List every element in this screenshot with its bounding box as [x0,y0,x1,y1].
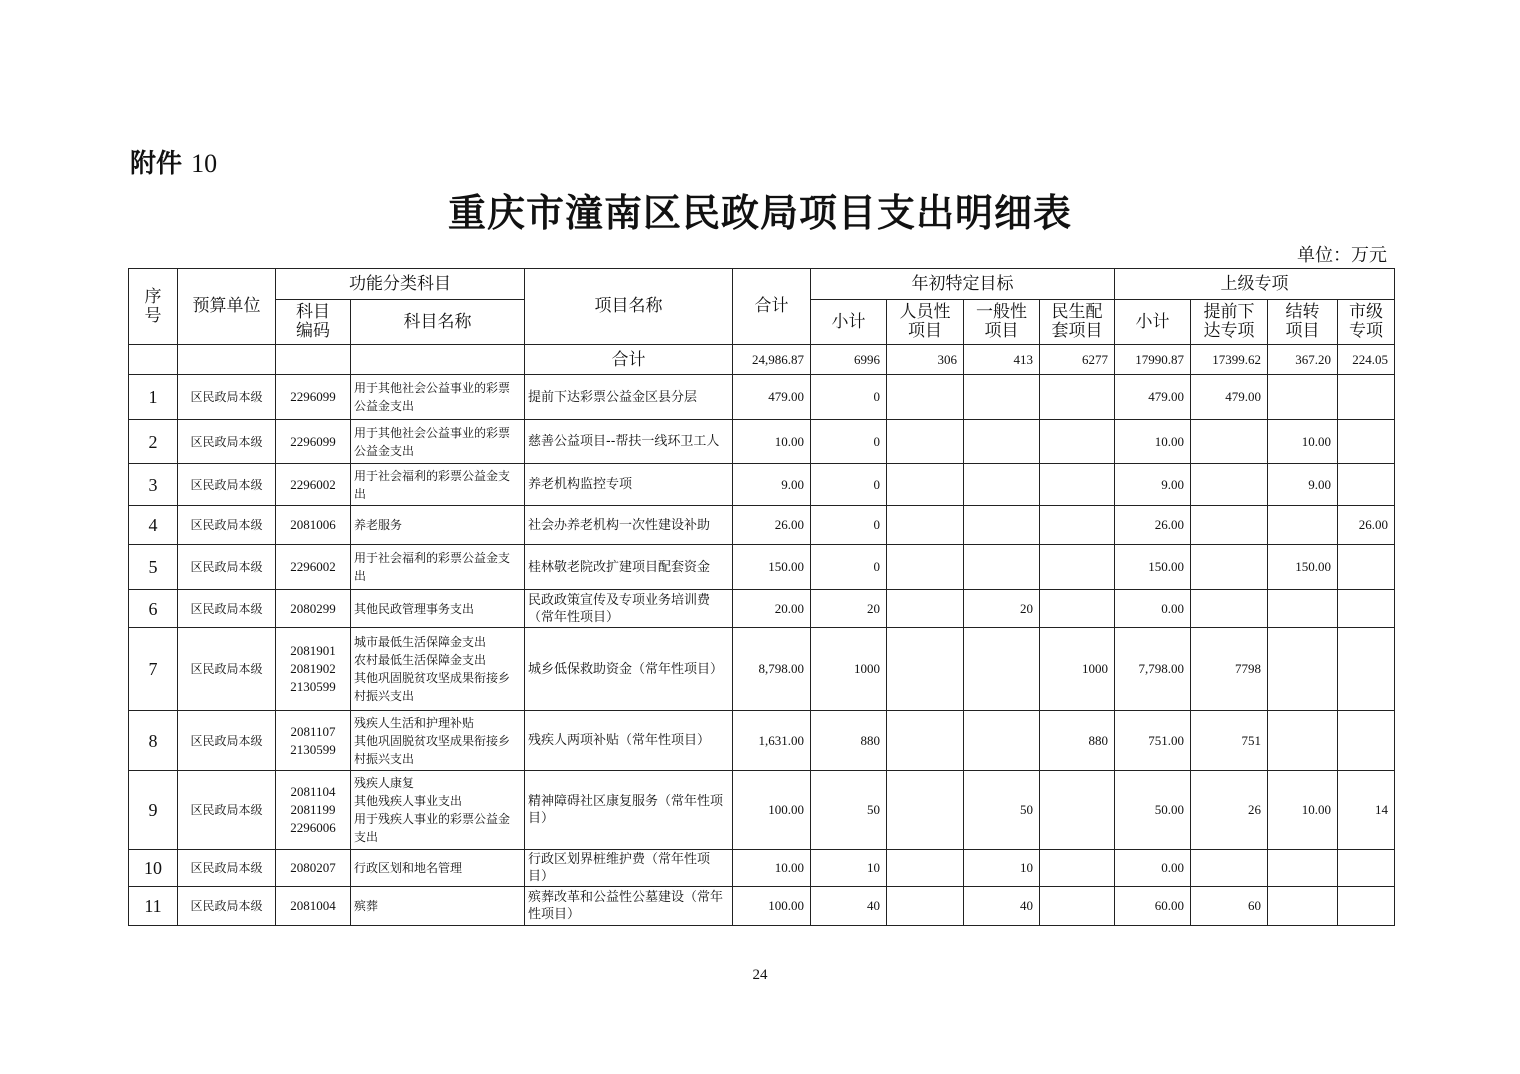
row-seq: 5 [129,545,178,590]
row-subject-code: 2080207 [276,850,351,887]
row-subtotal: 0 [811,375,887,420]
table-row [129,711,1395,771]
row-general: 40 [964,887,1040,926]
row-budget-unit: 区民政局本级 [178,506,276,545]
row-subtotal: 0 [811,420,887,464]
total-row-label: 合计 [525,345,733,375]
row-advance [1191,420,1268,464]
row-subtotal: 50 [811,771,887,850]
row-carryover [1268,850,1338,887]
row-subtotal: 0 [811,506,887,545]
row-subject-code: 2296002 [276,545,351,590]
row-city [1338,545,1395,590]
row-subject-name: 残疾人康复 其他残疾人事业支出 用于残疾人事业的彩票公益金支出 [351,771,525,850]
header-superior-subtotal: 小计 [1115,300,1191,345]
header-livelihood: 民生配套项目 [1040,300,1115,345]
row-subtotal: 1000 [811,628,887,711]
row-total: 26.00 [733,506,811,545]
row-superior-subtotal: 10.00 [1115,420,1191,464]
row-livelihood [1040,590,1115,628]
total-row-superior-subtotal: 17990.87 [1115,345,1191,375]
header-func-class: 功能分类科目 [276,269,525,300]
table-row [129,464,1395,506]
page-title: 重庆市潼南区民政局项目支出明细表 [447,191,1072,235]
total-row [129,345,1395,375]
row-project-name: 行政区划界桩维护费（常年性项目） [525,850,733,887]
attachment-label: 附件 10 [130,149,218,179]
row-city [1338,420,1395,464]
row-budget-unit: 区民政局本级 [178,850,276,887]
row-general [964,420,1040,464]
row-general [964,628,1040,711]
row-general [964,464,1040,506]
row-advance: 7798 [1191,628,1268,711]
row-carryover [1268,506,1338,545]
row-subtotal: 10 [811,850,887,887]
row-livelihood [1040,375,1115,420]
row-budget-unit: 区民政局本级 [178,464,276,506]
row-total: 20.00 [733,590,811,628]
row-total: 100.00 [733,771,811,850]
row-advance: 60 [1191,887,1268,926]
row-budget-unit: 区民政局本级 [178,771,276,850]
row-budget-unit: 区民政局本级 [178,887,276,926]
header-personnel: 人员性项目 [887,300,964,345]
attachment-number: 10 [191,149,218,178]
row-personnel [887,887,964,926]
row-project-name: 提前下达彩票公益金区县分层 [525,375,733,420]
row-city: 14 [1338,771,1395,850]
table-row [129,771,1395,850]
header-city: 市级专项 [1338,300,1395,345]
row-project-name: 桂林敬老院改扩建项目配套资金 [525,545,733,590]
row-seq: 10 [129,850,178,887]
row-seq: 7 [129,628,178,711]
row-superior-subtotal: 26.00 [1115,506,1191,545]
row-subject-code: 2296099 [276,420,351,464]
row-city [1338,628,1395,711]
header-subject-name: 科目名称 [351,300,525,345]
header-total: 合计 [733,269,811,345]
row-livelihood [1040,545,1115,590]
row-carryover: 10.00 [1268,771,1338,850]
header-seq: 序号 [129,269,178,345]
table-row [129,850,1395,887]
row-seq: 2 [129,420,178,464]
row-general [964,375,1040,420]
table-row [129,545,1395,590]
row-carryover [1268,590,1338,628]
row-seq: 3 [129,464,178,506]
row-subject-name: 殡葬 [351,887,525,926]
header-subtotal: 小计 [811,300,887,345]
table-row [129,590,1395,628]
table-row [129,375,1395,420]
row-personnel [887,771,964,850]
row-personnel [887,420,964,464]
row-budget-unit: 区民政局本级 [178,375,276,420]
row-advance [1191,850,1268,887]
row-total: 8,798.00 [733,628,811,711]
total-row-cell [351,345,525,375]
row-superior-subtotal: 150.00 [1115,545,1191,590]
total-row-cell [178,345,276,375]
header-general: 一般性项目 [964,300,1040,345]
table-row [129,628,1395,711]
row-personnel [887,711,964,771]
row-seq: 8 [129,711,178,771]
row-advance: 479.00 [1191,375,1268,420]
row-subject-code: 2080299 [276,590,351,628]
row-project-name: 慈善公益项目--帮扶一线环卫工人 [525,420,733,464]
row-general [964,506,1040,545]
row-total: 10.00 [733,850,811,887]
row-livelihood [1040,771,1115,850]
row-superior-subtotal: 479.00 [1115,375,1191,420]
row-city [1338,711,1395,771]
row-total: 150.00 [733,545,811,590]
row-superior-subtotal: 7,798.00 [1115,628,1191,711]
row-seq: 6 [129,590,178,628]
row-subject-code: 2081901 2081902 2130599 [276,628,351,711]
row-personnel [887,506,964,545]
row-seq: 11 [129,887,178,926]
row-seq: 1 [129,375,178,420]
total-row-livelihood: 6277 [1040,345,1115,375]
total-row-city: 224.05 [1338,345,1395,375]
row-superior-subtotal: 9.00 [1115,464,1191,506]
row-city [1338,887,1395,926]
row-subtotal: 40 [811,887,887,926]
row-budget-unit: 区民政局本级 [178,628,276,711]
row-livelihood [1040,887,1115,926]
row-superior-subtotal: 751.00 [1115,711,1191,771]
header-annual-target: 年初特定目标 [811,269,1115,300]
row-subject-name: 用于社会福利的彩票公益金支出 [351,464,525,506]
row-subject-name: 行政区划和地名管理 [351,850,525,887]
row-superior-subtotal: 0.00 [1115,850,1191,887]
row-general: 20 [964,590,1040,628]
row-general: 50 [964,771,1040,850]
header-subject-code: 科目编码 [276,300,351,345]
table-row [129,420,1395,464]
row-total: 9.00 [733,464,811,506]
row-budget-unit: 区民政局本级 [178,711,276,771]
row-general: 10 [964,850,1040,887]
row-subtotal: 0 [811,464,887,506]
row-budget-unit: 区民政局本级 [178,545,276,590]
row-project-name: 城乡低保救助资金（常年性项目） [525,628,733,711]
row-subject-code: 2296002 [276,464,351,506]
row-city [1338,850,1395,887]
row-advance [1191,590,1268,628]
row-superior-subtotal: 50.00 [1115,771,1191,850]
row-project-name: 残疾人两项补贴（常年性项目） [525,711,733,771]
row-carryover [1268,375,1338,420]
row-advance [1191,506,1268,545]
total-row-personnel: 306 [887,345,964,375]
total-row-total: 24,986.87 [733,345,811,375]
row-project-name: 精神障碍社区康复服务（常年性项目） [525,771,733,850]
row-subject-name: 用于其他社会公益事业的彩票公益金支出 [351,375,525,420]
header-project-name: 项目名称 [525,269,733,345]
row-advance: 26 [1191,771,1268,850]
row-subtotal: 880 [811,711,887,771]
row-project-name: 养老机构监控专项 [525,464,733,506]
row-city: 26.00 [1338,506,1395,545]
header-superior: 上级专项 [1115,269,1395,300]
row-carryover: 150.00 [1268,545,1338,590]
row-subtotal: 0 [811,545,887,590]
row-personnel [887,628,964,711]
row-personnel [887,375,964,420]
row-budget-unit: 区民政局本级 [178,420,276,464]
row-advance [1191,464,1268,506]
row-livelihood [1040,506,1115,545]
row-advance [1191,545,1268,590]
row-personnel [887,545,964,590]
row-livelihood [1040,464,1115,506]
row-city [1338,375,1395,420]
row-seq: 4 [129,506,178,545]
row-superior-subtotal: 0.00 [1115,590,1191,628]
header-advance: 提前下达专项 [1191,300,1268,345]
row-subject-code: 2081104 2081199 2296006 [276,771,351,850]
row-subject-code: 2081004 [276,887,351,926]
row-carryover: 9.00 [1268,464,1338,506]
row-subject-code: 2296099 [276,375,351,420]
row-subtotal: 20 [811,590,887,628]
table-row [129,887,1395,926]
row-subject-code: 2081107 2130599 [276,711,351,771]
row-personnel [887,850,964,887]
header-budget-unit: 预算单位 [178,269,276,345]
row-personnel [887,590,964,628]
row-total: 10.00 [733,420,811,464]
row-subject-name: 用于社会福利的彩票公益金支出 [351,545,525,590]
total-row-cell [276,345,351,375]
row-carryover: 10.00 [1268,420,1338,464]
row-subject-name: 城市最低生活保障金支出 农村最低生活保障金支出 其他巩固脱贫攻坚成果衔接乡村振兴支出 [351,628,525,711]
table-row [129,506,1395,545]
row-budget-unit: 区民政局本级 [178,590,276,628]
row-livelihood: 880 [1040,711,1115,771]
total-row-subtotal: 6996 [811,345,887,375]
header-carryover: 结转项目 [1268,300,1338,345]
row-superior-subtotal: 60.00 [1115,887,1191,926]
row-general [964,545,1040,590]
total-row-cell [129,345,178,375]
row-livelihood [1040,850,1115,887]
row-subject-name: 用于其他社会公益事业的彩票公益金支出 [351,420,525,464]
row-subject-code: 2081006 [276,506,351,545]
total-row-general: 413 [964,345,1040,375]
row-carryover [1268,628,1338,711]
total-row-carryover: 367.20 [1268,345,1338,375]
unit-label: 单位：万元 [1297,245,1387,266]
row-total: 1,631.00 [733,711,811,771]
row-project-name: 社会办养老机构一次性建设补助 [525,506,733,545]
row-project-name: 民政政策宣传及专项业务培训费（常年性项目） [525,590,733,628]
row-city [1338,590,1395,628]
row-livelihood: 1000 [1040,628,1115,711]
row-project-name: 殡葬改革和公益性公墓建设（常年性项目） [525,887,733,926]
row-subject-name: 残疾人生活和护理补贴 其他巩固脱贫攻坚成果衔接乡村振兴支出 [351,711,525,771]
row-carryover [1268,711,1338,771]
row-city [1338,464,1395,506]
expenditure-table [128,268,1395,926]
row-advance: 751 [1191,711,1268,771]
row-seq: 9 [129,771,178,850]
row-subject-name: 其他民政管理事务支出 [351,590,525,628]
row-subject-name: 养老服务 [351,506,525,545]
row-total: 100.00 [733,887,811,926]
row-general [964,711,1040,771]
row-livelihood [1040,420,1115,464]
row-total: 479.00 [733,375,811,420]
page-number: 24 [752,967,768,983]
total-row-advance: 17399.62 [1191,345,1268,375]
row-carryover [1268,887,1338,926]
row-personnel [887,464,964,506]
